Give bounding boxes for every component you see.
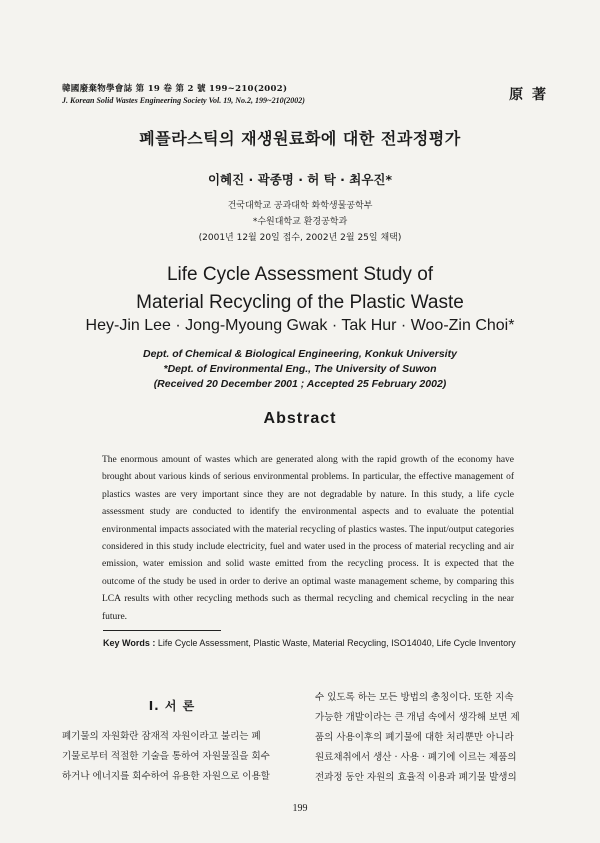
body-line: 가능한 개발이라는 큰 개념 속에서 생각해 보면 제 [315, 712, 520, 723]
body-line: 원료채취에서 생산 · 사용 · 폐기에 이르는 제품의 [315, 752, 517, 763]
title-english-line: Material Recycling of the Plastic Waste [136, 292, 464, 313]
authors-korean: 이혜진 · 곽종명 · 허 탁 · 최우진* [207, 172, 393, 187]
affiliation-line: 건국대학교 공과대학 화학생물공학부 [227, 201, 373, 211]
journal-citation-english: J. Korean Solid Wastes Engineering Society Vol. 19, No.2, 199~210(2002) [62, 96, 305, 105]
received-dates-korean: (2001년 12월 20일 접수, 2002년 2월 25일 채택) [198, 233, 402, 243]
body-line: 품의 사용이후의 폐기물에 대한 처리뿐만 아니라 [315, 732, 514, 743]
body-column-left [62, 727, 288, 787]
title-english [0, 261, 600, 317]
abstract-text: The enormous amount of wastes which are generated along with the rapid growth of the economy have brought about various kinds of serious environmental problems. In particular, the effective management of plastics wastes are very important since they are not degradable by nature. In this study, a life cycle assessment study are conducted to identify the environmental aspects and to evaluate the potential environmental impacts associated with the material recycling of plastics wastes. The input/output categories considered in this study include electricity, fuel and water used in the process of material recycling and air emission, water emission and solid waste emitted from the recycling process. It is expected that the outcome of the study be used in order to derive an optimal waste management scheme, by comparing this LCA results with other recycling methods such as thermal recycling and chemical recycling in the near future. [102, 455, 514, 622]
keywords-label: Key Words : [103, 638, 156, 648]
journal-citation-korean: 韓國廢棄物學會誌 第 19 卷 第 2 號 199~210(2002) [62, 84, 288, 94]
page-number: 199 [292, 803, 308, 814]
affiliations-korean [0, 198, 600, 246]
authors-english: Hey-Jin Lee · Jong-Myoung Gwak · Tak Hur · Woo-Zin Choi* [85, 317, 515, 334]
title-korean: 폐플라스틱의 재생원료화에 대한 전과정평가 [139, 129, 461, 148]
section-heading-introduction: Ⅰ. 서 론 [148, 699, 196, 713]
body-column-right [315, 688, 545, 788]
keywords [103, 638, 543, 648]
body-line: 전과정 동안 자원의 효율적 이용과 폐기물 발생의 [315, 772, 517, 783]
body-line: 폐기물의 자원화란 잠재적 자원이라고 불리는 폐 [62, 731, 261, 742]
affiliation-line: *Dept. of Environmental Eng., The University of Suwon [163, 363, 437, 375]
received-dates-english: (Received 20 December 2001 ; Accepted 25 February 2002) [153, 378, 447, 390]
affiliation-line: Dept. of Chemical & Biological Engineering, Konkuk University [143, 348, 457, 360]
abstract-heading: Abstract [263, 410, 337, 427]
journal-header [62, 84, 305, 106]
affiliation-line: *수원대학교 환경공학과 [252, 217, 348, 227]
paper-type-label: 原 著 [509, 87, 548, 103]
keywords-divider [103, 630, 221, 631]
body-line: 기물로부터 적절한 기술을 통하여 자원물질을 회수 [62, 751, 270, 762]
body-line: 하거나 에너지를 회수하여 유용한 자원으로 이용할 [62, 771, 270, 782]
keywords-list: Life Cycle Assessment, Plastic Waste, Material Recycling, ISO14040, Life Cycle Inventory [157, 638, 516, 648]
title-english-line: Life Cycle Assessment Study of [166, 264, 434, 285]
body-line: 수 있도록 하는 모든 방법의 총칭이다. 또한 지속 [315, 692, 514, 703]
affiliations-english [0, 347, 600, 392]
